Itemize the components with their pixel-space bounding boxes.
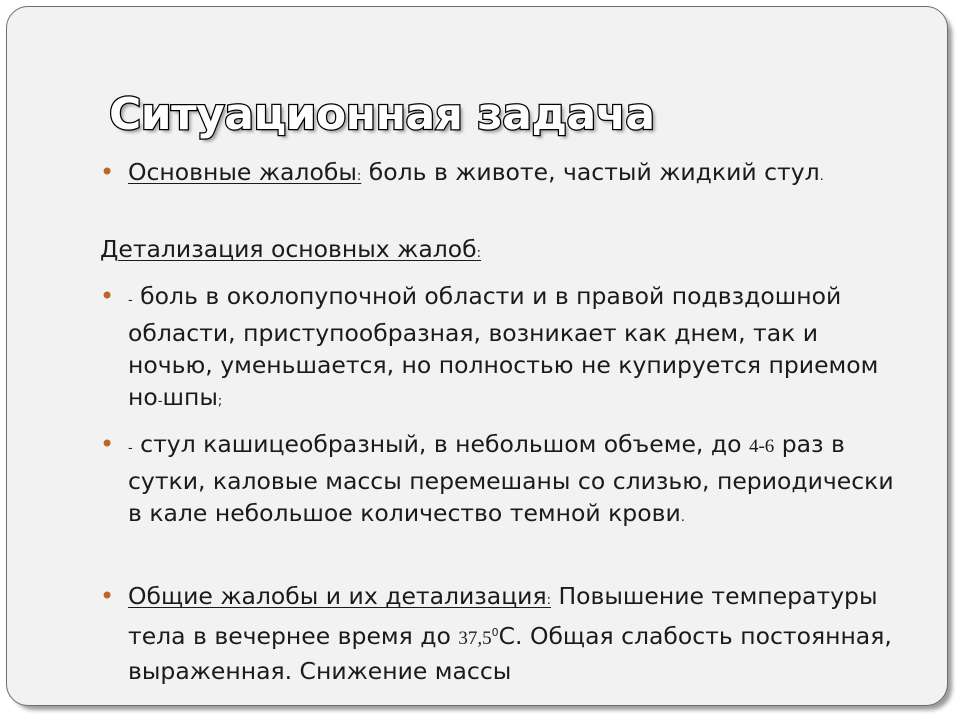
bullet-pain-detail: • - боль в околопупочной области и в правой подвздошной области, приступообразная, возникает как днем, так и ночью, уменьшается, но полностью не купируется приемом но-шпы; — [100, 280, 900, 418]
main-complaints-label: Основные жалобы: — [128, 158, 362, 186]
slide-title: Ситуационная задача — [109, 89, 655, 140]
bullet-main-complaints: • Основные жалобы: боль в животе, частый жидкий стул. — [100, 156, 900, 193]
slide-body — [100, 156, 900, 687]
bullet-stool-detail: • - стул кашицеобразный, в небольшом объеме, до 4-6 раз в сутки, каловые массы перемешаны со слизью, периодически в кале небольшое количество темной крови. — [100, 428, 900, 534]
bullet-general-complaints: • Общие жалобы и их детализация: Повышение температуры тела в вечернее время до 37,5$^0$С. Общая слабость постоянная, выраженная. Снижение массы — [100, 580, 900, 687]
main-complaints-text: боль в животе, частый жидкий стул — [361, 158, 820, 186]
general-complaints-label: Общие жалобы и их детализация: — [128, 582, 551, 610]
detail-heading: Детализация основных жалоб: — [100, 235, 482, 263]
